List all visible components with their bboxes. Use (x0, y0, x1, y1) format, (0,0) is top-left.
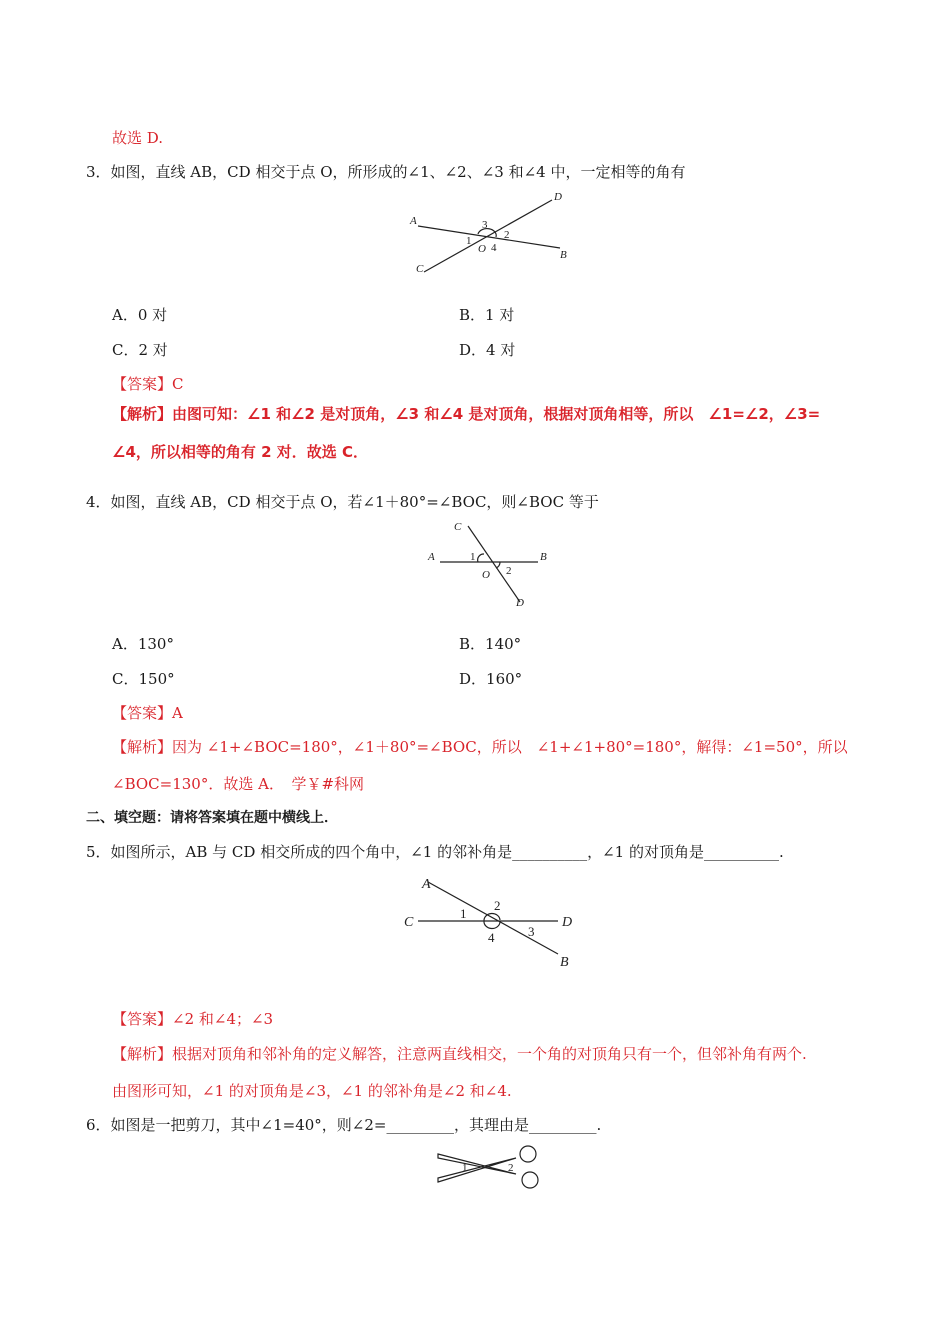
angle-1-label: 1 (466, 235, 472, 247)
q4-answer: 【答案】A (112, 704, 183, 722)
q4-explanation-line1: 【解析】因为 ∠1+∠BOC=180°，∠1＋80°=∠BOC，所以 ∠1+∠1+80°=180°，解得：∠1=50°，所以 (112, 738, 848, 756)
label-d: D (516, 597, 524, 608)
angle-2-label: 2 (494, 898, 501, 913)
q3-option-a: A．0 对 (112, 306, 168, 324)
angle-2-label: 2 (506, 565, 512, 577)
label-o: O (478, 243, 486, 255)
scissor-handle-upper (520, 1146, 536, 1162)
label-c: C (454, 521, 462, 533)
q3-explanation-line1: 【解析】由图可知：∠1 和∠2 是对顶角，∠3 和∠4 是对顶角，根据对顶角相等，所以 ∠1=∠2，∠3= (112, 405, 821, 423)
q3-answer: 【答案】C (112, 375, 184, 393)
label-a: A (410, 215, 417, 227)
angle-4-label: 4 (491, 242, 497, 254)
line-cd (424, 200, 552, 272)
angle-1-label: 1 (460, 906, 467, 921)
q5-answer: 【答案】∠2 和∠4；∠3 (112, 1010, 274, 1028)
scissor-blade-lower (438, 1158, 516, 1182)
q3-option-b: B．1 对 (459, 306, 515, 324)
q3-option-c: C．2 对 (112, 341, 168, 359)
q3-stem: 3．如图，直线 AB，CD 相交于点 O，所形成的∠1、∠2、∠3 和∠4 中，一定相等的角有 (86, 163, 686, 181)
angle-3-label: 3 (528, 924, 535, 939)
label-d: D (562, 915, 573, 930)
angle-2-label: 2 (504, 229, 510, 241)
q3-explanation-line2: ∠4，所以相等的角有 2 对．故选 C． (112, 443, 368, 461)
label-o: O (482, 569, 490, 581)
q4-explanation-line2: ∠BOC=130°．故选 A． 学￥#科网 (112, 775, 365, 793)
angle-1-label: 1 (470, 551, 476, 563)
q4-option-c: C．150° (112, 670, 175, 688)
angle-3-label: 3 (482, 219, 488, 231)
angle-2-label: 2 (508, 1162, 514, 1174)
q4-stem: 4．如图，直线 AB，CD 相交于点 O，若∠1＋80°=∠BOC，则∠BOC 等于 (86, 493, 599, 511)
q3-figure (400, 188, 580, 278)
line-cd (468, 526, 520, 602)
label-b: B (560, 249, 567, 261)
q4-option-b: B．140° (459, 635, 522, 653)
q5-explanation-line2: 由图形可知，∠1 的对顶角是∠3，∠1 的邻补角是∠2 和∠4. (112, 1082, 512, 1100)
label-b: B (540, 551, 547, 563)
q5-explanation-line1: 【解析】根据对顶角和邻补角的定义解答，注意两直线相交，一个角的对顶角只有一个，但邻补角有两个. (112, 1045, 807, 1063)
q5-stem: 5．如图所示，AB 与 CD 相交所成的四个角中，∠1 的邻补角是__________，∠1 的对顶角是__________. (86, 843, 784, 861)
angle-1-label: 1 (462, 1162, 468, 1174)
q4-option-a: A．130° (112, 635, 174, 653)
angle-1-arc (478, 554, 484, 562)
q6-stem: 6．如图是一把剪刀，其中∠1=40°，则∠2=_________，其理由是_________. (86, 1116, 602, 1134)
label-a: A (428, 551, 435, 563)
q5-figure (396, 868, 586, 976)
angle-4-label: 4 (488, 930, 495, 945)
scissor-handle-lower (522, 1172, 538, 1188)
label-c: C (416, 263, 424, 275)
label-c: C (404, 915, 414, 930)
q3-option-d: D．4 对 (459, 341, 516, 359)
section-heading-fill-in: 二、填空题：请将答案填在题中横线上． (86, 810, 338, 826)
label-d: D (554, 191, 562, 203)
q6-scissors-figure (432, 1142, 544, 1190)
scissor-blade-upper (438, 1154, 516, 1174)
label-a: A (422, 877, 431, 892)
q2-conclusion: 故选 D. (112, 129, 164, 147)
q4-option-d: D．160° (459, 670, 523, 688)
label-b: B (560, 955, 569, 970)
q4-figure (420, 516, 560, 608)
angle-4-arc (484, 921, 500, 929)
